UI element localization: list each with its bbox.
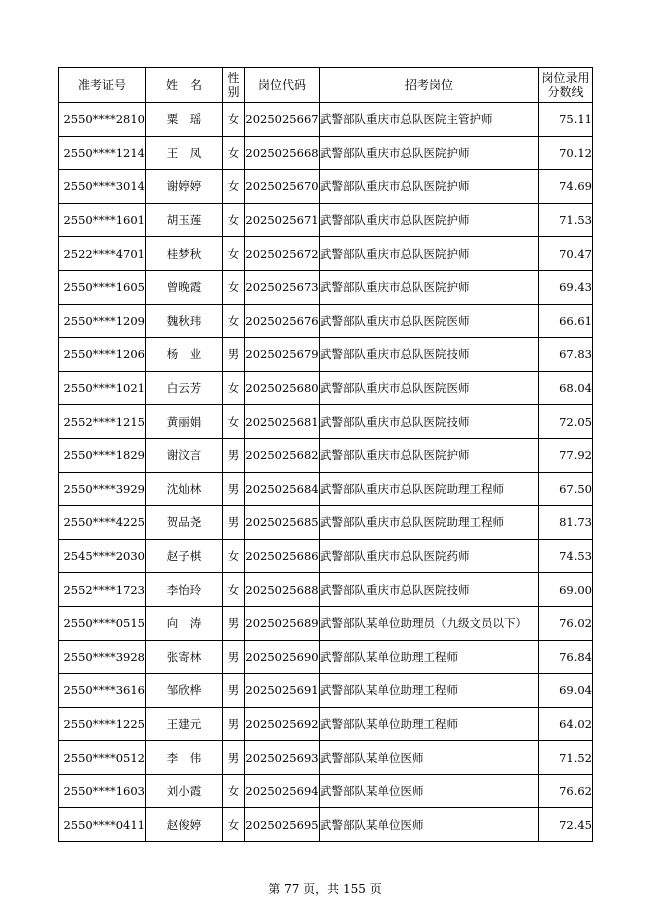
- cell-exam-id: 2550****1206: [59, 338, 146, 372]
- table-row: [59, 405, 593, 439]
- cell-name: 胡玉莲: [146, 203, 223, 237]
- header-row: [59, 68, 593, 103]
- cell-post: 武警部队重庆市总队医院助理工程师: [320, 506, 539, 540]
- table-row: [59, 707, 593, 741]
- table-row: [59, 539, 593, 573]
- cell-score: 81.73: [539, 506, 593, 540]
- cell-exam-id: 2552****1215: [59, 405, 146, 439]
- cell-post: 武警部队重庆市总队医院技师: [320, 573, 539, 607]
- cell-name: 魏秋玮: [146, 304, 223, 338]
- cell-post: 武警部队重庆市总队医院技师: [320, 405, 539, 439]
- cell-exam-id: 2550****3928: [59, 640, 146, 674]
- table-row: [59, 338, 593, 372]
- table-row: [59, 304, 593, 338]
- cell-sex: 女: [223, 371, 245, 405]
- cell-sex: 男: [223, 640, 245, 674]
- cell-post-code: 2025025688: [245, 573, 320, 607]
- cell-post-code: 2025025693: [245, 741, 320, 775]
- cell-post: 武警部队重庆市总队医院医师: [320, 304, 539, 338]
- cell-score: 70.47: [539, 237, 593, 271]
- cell-exam-id: 2550****1601: [59, 203, 146, 237]
- cell-post-code: 2025025670: [245, 170, 320, 204]
- cell-exam-id: 2550****3014: [59, 170, 146, 204]
- cell-score: 68.04: [539, 371, 593, 405]
- header-sex: [223, 68, 245, 103]
- cell-sex: 男: [223, 438, 245, 472]
- cell-name: 向 涛: [146, 606, 223, 640]
- table-row: [59, 774, 593, 808]
- header-score-line1: 岗位录用: [541, 71, 590, 85]
- cell-post: 武警部队某单位助理工程师: [320, 640, 539, 674]
- header-exam-id: 准考证号: [59, 68, 146, 103]
- cell-score: 67.50: [539, 472, 593, 506]
- cell-post-code: 2025025685: [245, 506, 320, 540]
- cell-sex: 男: [223, 338, 245, 372]
- header-sex-line2: 别: [227, 85, 240, 99]
- cell-name: 桂梦秋: [146, 237, 223, 271]
- table-row: [59, 573, 593, 607]
- cell-post-code: 2025025684: [245, 472, 320, 506]
- cell-name: 贺品尧: [146, 506, 223, 540]
- cell-name: 谢汶言: [146, 438, 223, 472]
- table-row: [59, 674, 593, 708]
- table-row: [59, 472, 593, 506]
- cell-sex: 男: [223, 707, 245, 741]
- cell-post-code: 2025025676: [245, 304, 320, 338]
- cell-exam-id: 2550****0515: [59, 606, 146, 640]
- table-row: [59, 640, 593, 674]
- table-row: [59, 741, 593, 775]
- cell-score: 66.61: [539, 304, 593, 338]
- cell-sex: 女: [223, 573, 245, 607]
- cell-sex: 女: [223, 539, 245, 573]
- cell-score: 69.43: [539, 270, 593, 304]
- cell-score: 72.45: [539, 808, 593, 842]
- cell-name: 刘小霞: [146, 774, 223, 808]
- cell-post: 武警部队重庆市总队医院护师: [320, 270, 539, 304]
- cell-exam-id: 2550****0411: [59, 808, 146, 842]
- table-row: [59, 371, 593, 405]
- cell-score: 72.05: [539, 405, 593, 439]
- cell-name: 沈灿林: [146, 472, 223, 506]
- cell-sex: 女: [223, 304, 245, 338]
- cell-post: 武警部队某单位助理工程师: [320, 674, 539, 708]
- cell-post-code: 2025025681: [245, 405, 320, 439]
- cell-score: 70.12: [539, 136, 593, 170]
- cell-exam-id: 2550****1209: [59, 304, 146, 338]
- cell-name: 李 伟: [146, 741, 223, 775]
- cell-name: 黄丽娟: [146, 405, 223, 439]
- table-row: [59, 136, 593, 170]
- cell-name: 曾晚霞: [146, 270, 223, 304]
- cell-score: 64.02: [539, 707, 593, 741]
- score-table: [58, 67, 593, 842]
- table-row: [59, 438, 593, 472]
- cell-score: 75.11: [539, 103, 593, 137]
- cell-post: 武警部队重庆市总队医院护师: [320, 438, 539, 472]
- header-name: 姓 名: [146, 68, 223, 103]
- header-sex-line1: 性: [227, 71, 240, 85]
- table-row: [59, 203, 593, 237]
- cell-post-code: 2025025679: [245, 338, 320, 372]
- cell-score: 74.69: [539, 170, 593, 204]
- cell-post-code: 2025025691: [245, 674, 320, 708]
- cell-exam-id: 2550****1021: [59, 371, 146, 405]
- cell-name: 谢婷婷: [146, 170, 223, 204]
- cell-sex: 女: [223, 405, 245, 439]
- cell-post-code: 2025025671: [245, 203, 320, 237]
- cell-name: 粟 瑶: [146, 103, 223, 137]
- cell-post: 武警部队某单位助理员（九级文员以下）: [320, 606, 539, 640]
- cell-exam-id: 2550****1214: [59, 136, 146, 170]
- cell-post-code: 2025025668: [245, 136, 320, 170]
- cell-post-code: 2025025682: [245, 438, 320, 472]
- cell-exam-id: 2552****1723: [59, 573, 146, 607]
- cell-score: 71.52: [539, 741, 593, 775]
- cell-score: 76.62: [539, 774, 593, 808]
- table-row: [59, 606, 593, 640]
- cell-post-code: 2025025672: [245, 237, 320, 271]
- table-row: [59, 103, 593, 137]
- cell-post: 武警部队重庆市总队医院护师: [320, 136, 539, 170]
- cell-exam-id: 2522****4701: [59, 237, 146, 271]
- cell-post: 武警部队重庆市总队医院助理工程师: [320, 472, 539, 506]
- cell-post-code: 2025025692: [245, 707, 320, 741]
- cell-post-code: 2025025667: [245, 103, 320, 137]
- cell-post-code: 2025025686: [245, 539, 320, 573]
- cell-score: 69.04: [539, 674, 593, 708]
- cell-exam-id: 2545****2030: [59, 539, 146, 573]
- cell-sex: 男: [223, 472, 245, 506]
- cell-sex: 女: [223, 103, 245, 137]
- cell-name: 王建元: [146, 707, 223, 741]
- cell-post: 武警部队重庆市总队医院医师: [320, 371, 539, 405]
- cell-exam-id: 2550****4225: [59, 506, 146, 540]
- table-row: [59, 808, 593, 842]
- cell-exam-id: 2550****3616: [59, 674, 146, 708]
- cell-name: 张寄林: [146, 640, 223, 674]
- cell-sex: 男: [223, 674, 245, 708]
- cell-post: 武警部队重庆市总队医院护师: [320, 170, 539, 204]
- cell-name: 赵俊婷: [146, 808, 223, 842]
- cell-sex: 女: [223, 774, 245, 808]
- cell-post: 武警部队重庆市总队医院护师: [320, 237, 539, 271]
- cell-exam-id: 2550****1603: [59, 774, 146, 808]
- table-row: [59, 237, 593, 271]
- cell-score: 76.84: [539, 640, 593, 674]
- cell-sex: 男: [223, 506, 245, 540]
- cell-post: 武警部队某单位医师: [320, 808, 539, 842]
- cell-score: 71.53: [539, 203, 593, 237]
- cell-post: 武警部队重庆市总队医院护师: [320, 203, 539, 237]
- cell-post: 武警部队某单位医师: [320, 774, 539, 808]
- cell-exam-id: 2550****2810: [59, 103, 146, 137]
- cell-post: 武警部队重庆市总队医院主管护师: [320, 103, 539, 137]
- cell-name: 白云芳: [146, 371, 223, 405]
- cell-sex: 女: [223, 270, 245, 304]
- cell-sex: 女: [223, 808, 245, 842]
- cell-name: 王 凤: [146, 136, 223, 170]
- cell-score: 77.92: [539, 438, 593, 472]
- cell-post-code: 2025025695: [245, 808, 320, 842]
- cell-sex: 男: [223, 741, 245, 775]
- cell-sex: 女: [223, 203, 245, 237]
- cell-post: 武警部队重庆市总队医院药师: [320, 539, 539, 573]
- cell-post-code: 2025025673: [245, 270, 320, 304]
- cell-post-code: 2025025694: [245, 774, 320, 808]
- cell-name: 李怡玲: [146, 573, 223, 607]
- cell-exam-id: 2550****0512: [59, 741, 146, 775]
- cell-post-code: 2025025690: [245, 640, 320, 674]
- cell-post: 武警部队某单位助理工程师: [320, 707, 539, 741]
- cell-exam-id: 2550****1225: [59, 707, 146, 741]
- header-score-line2: 分数线: [547, 85, 584, 99]
- cell-score: 67.83: [539, 338, 593, 372]
- table-row: [59, 506, 593, 540]
- cell-score: 69.00: [539, 573, 593, 607]
- cell-post: 武警部队重庆市总队医院技师: [320, 338, 539, 372]
- cell-exam-id: 2550****1605: [59, 270, 146, 304]
- table-row: [59, 270, 593, 304]
- cell-post: 武警部队某单位医师: [320, 741, 539, 775]
- cell-post-code: 2025025689: [245, 606, 320, 640]
- cell-sex: 女: [223, 136, 245, 170]
- cell-name: 邹欣桦: [146, 674, 223, 708]
- cell-sex: 女: [223, 237, 245, 271]
- cell-score: 76.02: [539, 606, 593, 640]
- cell-sex: 男: [223, 606, 245, 640]
- table-row: [59, 170, 593, 204]
- cell-sex: 女: [223, 170, 245, 204]
- header-score: [539, 68, 593, 103]
- cell-exam-id: 2550****3929: [59, 472, 146, 506]
- cell-post-code: 2025025680: [245, 371, 320, 405]
- cell-name: 赵子棋: [146, 539, 223, 573]
- cell-exam-id: 2550****1829: [59, 438, 146, 472]
- header-post-code: 岗位代码: [245, 68, 320, 103]
- cell-name: 杨 业: [146, 338, 223, 372]
- cell-score: 74.53: [539, 539, 593, 573]
- page-number: 第 77 页，共 155 页: [268, 882, 382, 896]
- header-post: 招考岗位: [320, 68, 539, 103]
